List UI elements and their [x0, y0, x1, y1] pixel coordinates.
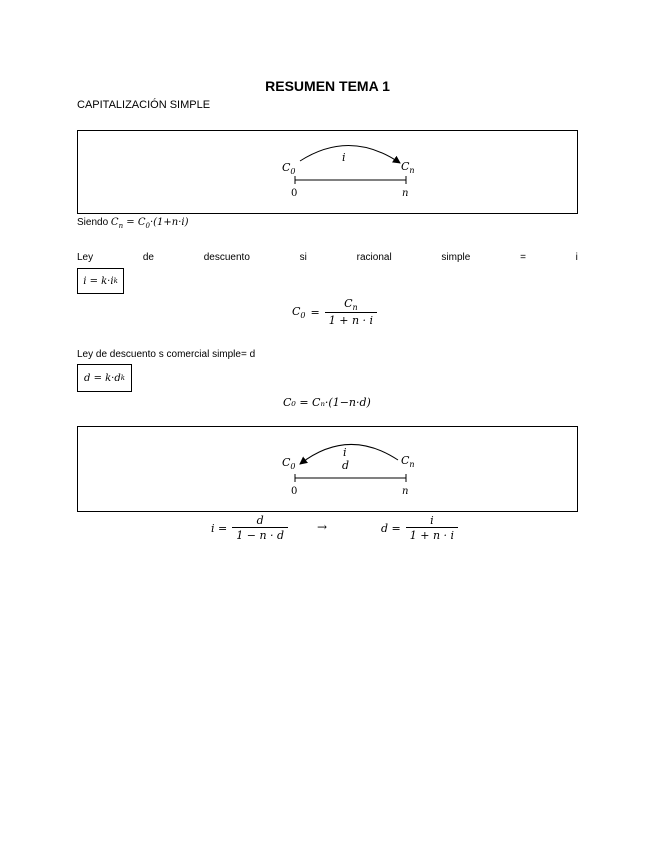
word: de [142, 252, 154, 263]
formula-box-i: i = k·i k [77, 268, 124, 294]
siendo-line [77, 217, 189, 230]
siendo-lead: Siendo [77, 217, 109, 228]
label-c0: $C_0$ [282, 456, 296, 471]
formula-box-d: d = k·d k [77, 364, 132, 392]
formula-c0-comercial: C₀ = Cₙ·(1−n·d) [283, 396, 371, 409]
discount-diagram [78, 427, 577, 511]
word: racional [356, 252, 392, 263]
tick-label-n: n [402, 486, 409, 497]
siendo-formula: $C_n = C_0\cdot(1+n\cdot i)$ [110, 217, 189, 230]
label-cn: $C_n$ [401, 160, 415, 175]
capitalization-diagram [78, 131, 577, 213]
tick-label-0: 0 [291, 486, 298, 497]
label-c0: $C_0$ [282, 161, 296, 176]
label-cn: $C_n$ [401, 454, 415, 469]
word: simple [441, 252, 471, 263]
discount-diagram-box [77, 426, 578, 512]
rate-i: i [343, 446, 347, 459]
tick-label-0: 0 [291, 188, 298, 199]
ley-comercial-label: Ley de descuento s comercial simple= d [77, 349, 256, 360]
rate-i: i [342, 151, 346, 164]
page-title: RESUMEN TEMA 1 [265, 78, 390, 94]
word: i [575, 252, 578, 263]
formula-c0-racional: $C_0$ = $\frac{C_n}{1 + n \cdot i}$ [292, 297, 377, 328]
word: si [299, 252, 307, 263]
word: descuento [203, 252, 250, 263]
word: = [520, 252, 526, 263]
rate-d: d [342, 459, 350, 472]
arrow-icon: → [317, 520, 328, 534]
word: Ley [77, 252, 94, 263]
conversion-i-from-d: i = $\frac{d}{1 - n \cdot d}$ [211, 514, 288, 543]
capitalization-diagram-box [77, 130, 578, 214]
tick-label-n: n [402, 188, 409, 199]
ley-racional-line [77, 252, 578, 263]
arrow-forward [300, 145, 400, 163]
section-heading: CAPITALIZACIÓN SIMPLE [77, 99, 211, 111]
conversion-d-from-i: d = $\frac{i}{1 + n \cdot i}$ [381, 514, 458, 543]
